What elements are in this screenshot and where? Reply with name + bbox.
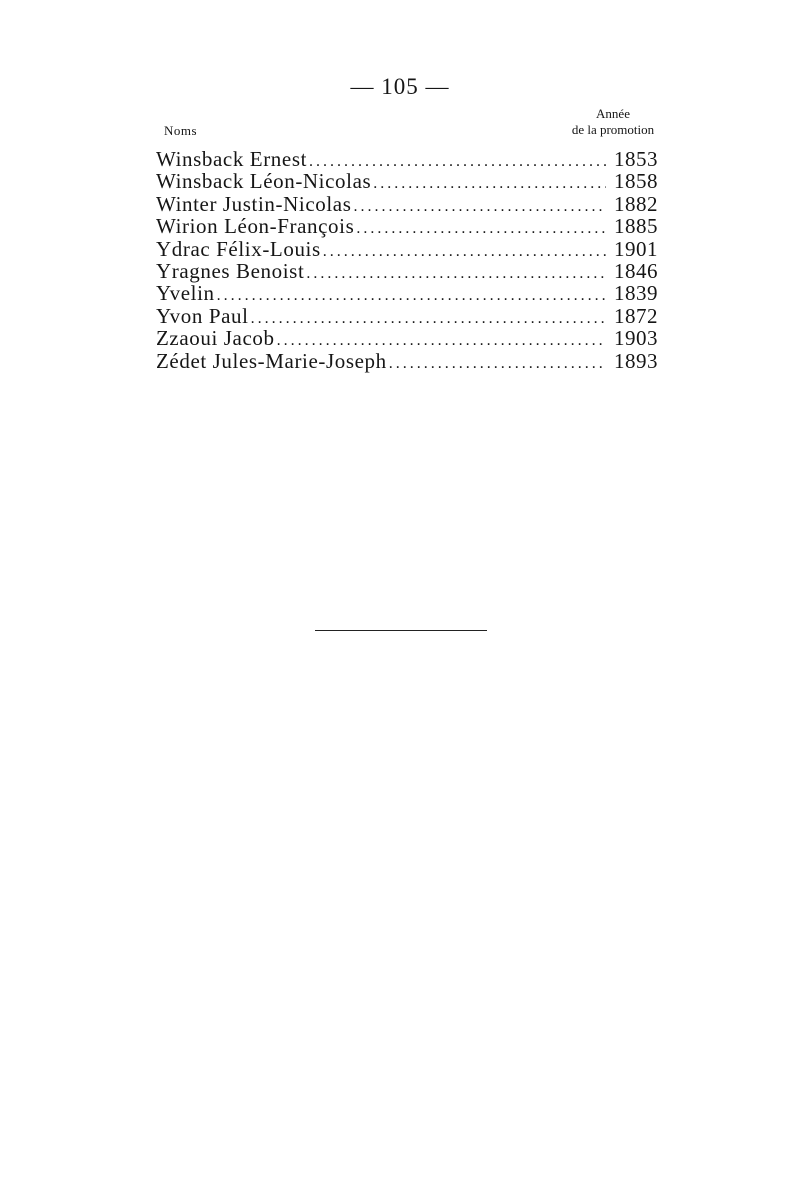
promotion-list xyxy=(156,148,658,372)
list-item xyxy=(156,260,658,282)
entry-year: 1839 xyxy=(614,281,658,306)
column-header-year-line2: de la promotion xyxy=(571,122,655,137)
list-item xyxy=(156,327,658,349)
list-item xyxy=(156,282,658,304)
list-item xyxy=(156,215,658,237)
entry-name: Yvelin xyxy=(156,281,215,306)
list-item xyxy=(156,170,658,192)
entry-year: 1853 xyxy=(614,147,658,171)
list-item xyxy=(156,305,658,327)
entry-year: 1901 xyxy=(614,236,658,261)
dot-leader xyxy=(389,353,606,375)
dot-leader xyxy=(217,285,606,307)
page-number: — 105 — xyxy=(350,74,450,99)
entry-name: Wirion Léon-François xyxy=(156,214,355,239)
dot-leader xyxy=(323,241,606,263)
list-item xyxy=(156,148,658,170)
column-header-names: Noms xyxy=(164,123,198,138)
list-item xyxy=(156,350,658,372)
entry-name: Zzaoui Jacob xyxy=(156,326,275,351)
dot-leader xyxy=(373,173,606,195)
entry-name: Winter Justin-Nicolas xyxy=(156,191,352,216)
dot-leader xyxy=(356,218,606,240)
dot-leader xyxy=(306,263,606,285)
entry-name: Winsback Léon-Nicolas xyxy=(156,169,372,194)
entry-year: 1893 xyxy=(614,348,658,373)
entry-name: Yvon Paul xyxy=(156,303,249,328)
dot-leader xyxy=(353,196,606,218)
list-item xyxy=(156,238,658,260)
entry-name: Ydrac Félix-Louis xyxy=(156,236,321,261)
list-item xyxy=(156,193,658,215)
entry-year: 1885 xyxy=(614,214,658,239)
column-header-year-line1: Année xyxy=(596,106,630,121)
entry-year: 1872 xyxy=(614,303,658,328)
entry-year: 1846 xyxy=(614,258,658,283)
entry-name: Yragnes Benoist xyxy=(156,258,305,283)
column-header-year xyxy=(548,106,678,138)
entry-name: Winsback Ernest xyxy=(156,147,308,171)
entry-year: 1882 xyxy=(614,191,658,216)
entry-year: 1903 xyxy=(614,326,658,351)
end-rule xyxy=(315,630,487,631)
dot-leader xyxy=(251,308,606,330)
entry-year: 1858 xyxy=(614,169,658,194)
entry-name: Zédet Jules-Marie-Joseph xyxy=(156,348,387,373)
